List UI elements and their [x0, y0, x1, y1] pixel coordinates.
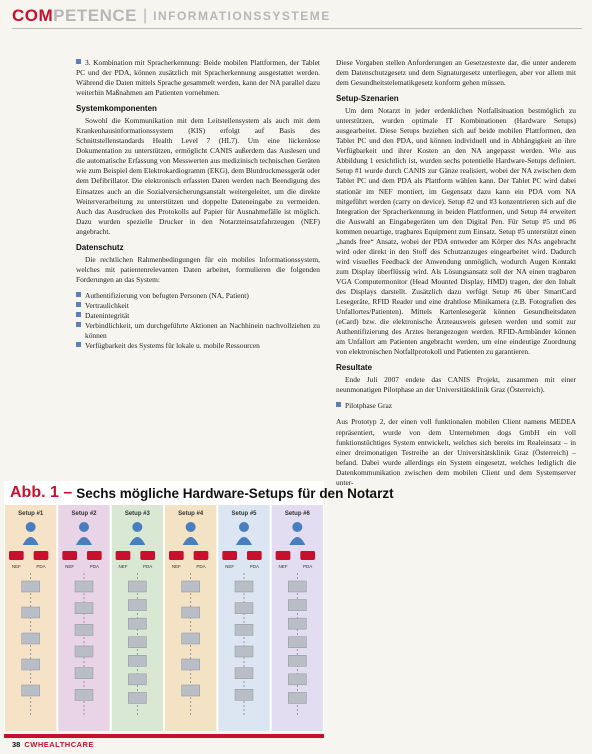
page-number: 38	[12, 739, 21, 749]
equipment-icon	[235, 624, 253, 635]
equipment-icon	[182, 607, 200, 618]
bullet-square-icon	[76, 312, 81, 317]
left-column	[76, 58, 320, 351]
device-label: PDA	[143, 564, 153, 569]
heading-systemkomponenten: Systemkomponenten	[76, 104, 157, 114]
paragraph-systemkomponenten: Sowohl die Kommunikation mit dem Leitstellensystem als auch mit dem Krankenhausinformationssystem (KIS) erfolgt auf Basis des Schnittstellenstandards Health Level 7 (HL7). Um eine lückenlose Dokumentation zu unterstützen, ermöglicht CANIS außerdem das Auslesen und die automatische Erfassung von Messwerten aus medizinisch technischen Geräten wie zum Beispiel dem Elektrokardiogramm (EKG), dem Blutdruckmessgerät oder dem Defibrillator. Die elektronisch erfassten Daten werden nach Beendigung des Einsatzes auch an die Sozialversicherungsanstalt weitergeleitet, um die direkte Weiterverarbeitung zu unterstützen und doppelte Dateneingabe zu vermeiden. Auch das Ausdrucken des Protokolls auf Papier für Ausnahmefälle ist möglich. Dazu wurden spezielle Drucker in den Notarzteinsatzfahrzeugen (NEF) angebracht.	[76, 116, 320, 236]
doctor-person-icon	[132, 522, 142, 532]
equipment-icon	[288, 600, 306, 611]
doctor-person-icon	[292, 522, 302, 532]
equipment-icon	[128, 674, 146, 685]
setup-label: Setup #4	[178, 511, 204, 517]
device-label: NEF	[171, 564, 181, 569]
setup-label: Setup #6	[284, 511, 310, 517]
equipment-icon	[288, 618, 306, 629]
paragraph-vorgaben: Diese Vorgaben stellen Anforderungen an Gesetzestexte dar, die unter anderem dem Datenschutzgesetz und dem Signaturgesetz unterliegen, aber vor allem mit dem Gesundheitstelematikgesetz konform gehen müssen.	[336, 58, 576, 88]
device-icon	[34, 551, 49, 560]
figure-label: Abb. 1 –	[10, 484, 73, 501]
requirements-list	[76, 291, 320, 351]
equipment-icon	[75, 646, 93, 657]
doctor-person-icon	[239, 522, 249, 532]
equipment-icon	[182, 633, 200, 644]
bullet-square-icon	[76, 322, 81, 327]
paragraph-setup-szenarien: Um dem Notarzt in jeder erdenklichen Notfallsituation bestmöglich zu unterstützen, wurden optimale IT Kombinationen (Hardware Setups) ausgearbeitet. Diese Setups beziehen sich auf beide mobilen Plattformen, den Tablet PC und den PDA, und können individuell und in Abhängigkeit an ihre Verfügbarkeit und ihrer Kosten an den NA angepasst werden. Wie aus Abbildung 1 ersichtlich ist, wurden sechs potentielle Hardware-Setups definiert. Setup #1 wurde durch CANIS zur Gänze realisiert, wobei der NA zwischen dem Tablet PC und dem PDA als Plattform wählen kann. Der Tablet PC wird dabei stationär im NEF montiert, im Gegensatz dazu kann ein PDA vom NA mitgeführt werden (carry on device). Setup #2 und #3 konzentrieren sich auf die Integration der Spracherkennung in beiden Plattformen, und Setup #4 erweitert die Auswahl an Eingabegeräten um den Digital Pen. Für Setup #5 und #6 kommen neuartige, tragbares Equipment zum Einsatz. Setup #5 unterstützt einen „hands free“ Ansatz, wobei der PDA entweder am Körper des NAs angebracht wird oder direkt in den Stoff des Schutzanzuges eingearbeitet wird. Dadurch wird visuelles Feedback der Anwendung unmöglich, wodurch Augen Kontakt zum Display überflüssig wird. Als Lösungsansatz soll der NA einen tragbaren VGA Computermonitor (Head Mounted Display, HMD) tragen, der den Inhalt des Displays darstellt. Zusätzlich dazu verfügt Setup #6 über SmartCard Lesegeräte, RFID Reader und eine drahtlose Minikamera (z.B. Fotografien des Unfallortes/Patienten). Mittels Kartenlesegerät können Gesundheitsdaten (eCard) bzw. die elektronische Ärzteausweis gelesen werden und somit zur Authentifizierung des Arztes herangezogen werden. RFID-Armbänder können am Unfallort am Patienten angebracht werden, um eine eindeutige Zuordnung von elektronischen Notfallprotokoll und Patienten zu garantieren.	[336, 106, 576, 357]
section-title: INFORMATIONSSYSTEME	[153, 9, 331, 23]
device-label: NEF	[278, 564, 288, 569]
magazine-name: CWHEALTHCARE	[24, 739, 94, 749]
right-column	[336, 58, 576, 494]
equipment-icon	[128, 581, 146, 592]
list-item: Verfügbarkeit des Systems für lokale u. mobile Ressourcen	[76, 341, 320, 351]
list-item: Vertraulichkeit	[76, 301, 320, 311]
paragraph-resultate: Ende Juli 2007 endete das CANIS Projekt, zusammen mit einer neunmonatigen Pilotphase an der Universitätsklinik Graz (Österreich).	[336, 375, 576, 395]
equipment-icon	[288, 655, 306, 666]
setup-label: Setup #2	[71, 511, 97, 517]
bullet-square-icon	[76, 302, 81, 307]
equipment-icon	[22, 633, 40, 644]
equipment-icon	[288, 581, 306, 592]
list-item: Verbindlichkeit, um durchgeführte Aktionen an Nachhinein nachvollziehen zu können	[76, 321, 320, 341]
setups-diagram	[4, 505, 324, 731]
heading-datenschutz: Datenschutz	[76, 242, 124, 252]
bullet-square-icon	[76, 59, 81, 64]
page-footer	[12, 738, 94, 750]
figure-title	[4, 481, 394, 505]
device-icon	[62, 551, 77, 560]
equipment-icon	[75, 624, 93, 635]
device-label: PDA	[89, 564, 99, 569]
equipment-icon	[22, 659, 40, 670]
bullet-square-icon	[76, 292, 81, 297]
equipment-icon	[128, 618, 146, 629]
paragraph-datenschutz: Die rechtlichen Rahmenbedingungen für ein mobiles Informationssystem, welches mit patientenrelevanten Daten arbeitet, formulieren die folgenden Forderungen an das System:	[76, 254, 320, 284]
device-icon	[300, 551, 315, 560]
device-label: PDA	[36, 564, 46, 569]
heading-resultate: Resultate	[336, 363, 373, 373]
device-icon	[9, 551, 24, 560]
device-label: PDA	[303, 564, 313, 569]
heading-setup-szenarien: Setup-Szenarien	[336, 94, 399, 104]
bullet-square-icon	[76, 342, 81, 347]
device-icon	[169, 551, 184, 560]
equipment-icon	[235, 668, 253, 679]
section-brand: COMPETENCE	[12, 6, 137, 25]
device-icon	[194, 551, 209, 560]
setup-label: Setup #3	[124, 511, 150, 517]
equipment-icon	[235, 689, 253, 700]
equipment-icon	[22, 685, 40, 696]
page-header	[12, 4, 582, 29]
equipment-icon	[22, 607, 40, 618]
figure-hardware-setups	[4, 481, 394, 731]
equipment-icon	[128, 655, 146, 666]
equipment-icon	[128, 600, 146, 611]
doctor-person-icon	[186, 522, 196, 532]
equipment-icon	[182, 685, 200, 696]
equipment-icon	[75, 581, 93, 592]
equipment-icon	[128, 692, 146, 703]
device-icon	[276, 551, 291, 560]
device-icon	[140, 551, 155, 560]
paragraph-pilotphase: Aus Prototyp 2, der einen voll funktionalen mobilen Client namens MEDEA repräsentiert, wurde von dem Unternehmen dogs GmbH ein voll funktionstüchtiges System entwickelt, welches sich bereits im Realeinsatz – in einer dreimonatigen Testreihe an der Universitätsklinik Graz (Österreich) – befand. Dabei wurde allerdings ein System eingesetzt, welches lediglich die Datenkommunikation zwischen dem mobilen Client und dem Systemserver unter-	[336, 417, 576, 487]
equipment-icon	[128, 637, 146, 648]
setup-label: Setup #1	[18, 511, 44, 517]
equipment-icon	[235, 646, 253, 657]
equipment-icon	[235, 581, 253, 592]
list-item: Datenintegrität	[76, 311, 320, 321]
figure-diagram	[4, 505, 324, 731]
device-icon	[116, 551, 131, 560]
equipment-icon	[22, 581, 40, 592]
pilot-bullet: Pilotphase Graz	[336, 401, 576, 411]
equipment-icon	[235, 603, 253, 614]
device-label: NEF	[11, 564, 21, 569]
device-icon	[222, 551, 237, 560]
list-item: Authentifizierung von befugten Personen (NA, Patient)	[76, 291, 320, 301]
equipment-icon	[288, 637, 306, 648]
equipment-icon	[75, 689, 93, 700]
device-label: NEF	[65, 564, 75, 569]
device-label: NEF	[118, 564, 128, 569]
doctor-person-icon	[79, 522, 89, 532]
device-icon	[247, 551, 262, 560]
figure-caption: Sechs mögliche Hardware-Setups für den Notarzt	[76, 485, 394, 501]
device-label: PDA	[249, 564, 259, 569]
bullet-square-icon	[336, 402, 341, 407]
header-separator: |	[142, 7, 148, 24]
equipment-icon	[288, 674, 306, 685]
doctor-person-icon	[26, 522, 36, 532]
equipment-icon	[75, 603, 93, 614]
equipment-icon	[182, 581, 200, 592]
equipment-icon	[182, 659, 200, 670]
setup-label: Setup #5	[231, 511, 257, 517]
equipment-icon	[75, 668, 93, 679]
device-label: NEF	[225, 564, 235, 569]
device-label: PDA	[196, 564, 206, 569]
equipment-icon	[288, 692, 306, 703]
paragraph-intro: 3. Kombination mit Spracherkennung: Beide mobilen Plattformen, der Tablet PC und der PDA, können zusätzlich mit Spracherkennung ausgestattet werden. Während die Daten mittels Sprache gesammelt werden, kann der NA parallel dazu weiterhin Maßnahmen am Patienten vornehmen.	[76, 58, 320, 98]
device-icon	[87, 551, 102, 560]
